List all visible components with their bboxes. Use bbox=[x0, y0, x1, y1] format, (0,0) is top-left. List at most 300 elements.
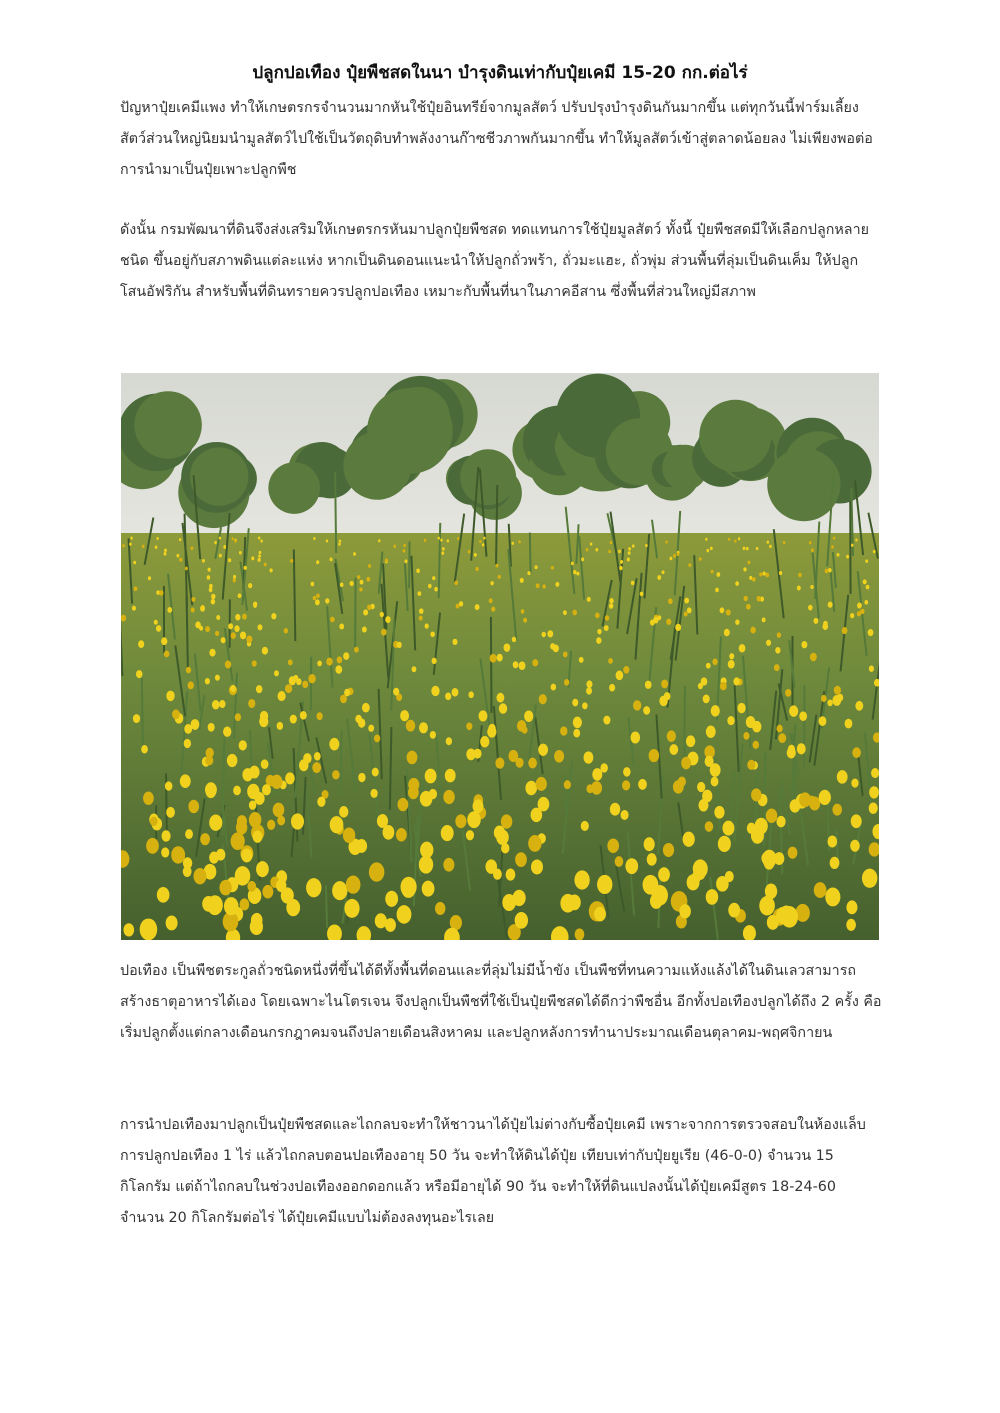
yellow-flower bbox=[176, 554, 179, 558]
yellow-flower bbox=[408, 778, 419, 792]
yellow-flower bbox=[251, 556, 254, 560]
yellow-flower bbox=[446, 737, 452, 745]
yellow-flower bbox=[357, 575, 360, 579]
yellow-flower bbox=[425, 623, 429, 628]
yellow-flower bbox=[765, 573, 769, 578]
yellow-flower bbox=[315, 599, 320, 605]
yellow-flower bbox=[188, 681, 194, 689]
yellow-flower bbox=[701, 677, 708, 685]
yellow-flower bbox=[774, 664, 780, 671]
yellow-flower bbox=[855, 701, 863, 711]
yellow-flower bbox=[766, 809, 778, 823]
yellow-flower bbox=[855, 538, 857, 541]
yellow-flower bbox=[790, 799, 801, 812]
yellow-flower bbox=[253, 830, 263, 842]
yellow-flower bbox=[403, 549, 406, 552]
yellow-flower bbox=[499, 703, 507, 713]
yellow-flower bbox=[607, 838, 619, 853]
yellow-flower bbox=[609, 603, 613, 608]
yellow-flower bbox=[777, 632, 781, 637]
yellow-flower bbox=[447, 539, 450, 542]
yellow-flower bbox=[242, 614, 247, 620]
yellow-flower bbox=[277, 722, 283, 730]
yellow-flower bbox=[397, 905, 412, 924]
yellow-flower bbox=[649, 749, 660, 762]
yellow-flower bbox=[260, 711, 268, 721]
yellow-flower bbox=[326, 658, 333, 666]
yellow-flower bbox=[262, 885, 273, 899]
article-paragraph-2: ดังนั้น กรมพัฒนาที่ดินจึงส่งเสริมให้เกษตรกรหันมาปลูกปุ๋ยพืชสด ทดแทนการใช้ปุ๋ยมูลสัตว์ ทั้งนี้ ปุ๋ยพืชสดมีให้เลือกปลูกหลายชนิด ขึ้นอยู่กับสภาพดินแต่ละแห่ง หากเป็นดินดอนแนะนำให้ปลูกถั่วพร้า, ถั่วมะแฮะ, ถั่วพุ่ม ส่วนพื้นที่ลุ่มเป็นดินเค็ม ให้ปลูกโสนอัฟริกัน สำหรับพื้นที่ดินทรายควรปลูกปอเทือง เหมาะกับพื้นที่นาในภาคอีสาน ซึ่งพื้นที่ส่วนใหญ่มีสภาพ bbox=[120, 222, 869, 300]
yellow-flower bbox=[706, 663, 711, 669]
yellow-flower bbox=[256, 861, 269, 877]
yellow-flower bbox=[600, 763, 608, 772]
yellow-flower bbox=[428, 584, 432, 589]
yellow-flower bbox=[314, 752, 321, 761]
yellow-flower bbox=[434, 587, 438, 592]
yellow-flower bbox=[747, 561, 750, 565]
yellow-flower bbox=[555, 582, 559, 587]
yellow-flower bbox=[658, 867, 670, 882]
yellow-flower bbox=[316, 560, 319, 564]
yellow-flower bbox=[515, 912, 528, 929]
yellow-flower bbox=[496, 564, 499, 568]
yellow-flower bbox=[610, 541, 613, 544]
tree-canopy bbox=[699, 400, 771, 472]
yellow-flower bbox=[185, 567, 188, 571]
yellow-flower bbox=[406, 720, 415, 732]
yellow-flower bbox=[687, 607, 692, 613]
yellow-flower bbox=[716, 876, 729, 892]
yellow-flower bbox=[260, 539, 262, 542]
yellow-flower bbox=[551, 684, 557, 691]
yellow-flower bbox=[340, 583, 344, 587]
yellow-flower bbox=[188, 800, 199, 813]
yellow-flower bbox=[258, 554, 261, 557]
yellow-flower bbox=[381, 629, 387, 636]
yellow-flower bbox=[207, 568, 210, 572]
yellow-flower bbox=[497, 693, 505, 703]
yellow-flower bbox=[532, 659, 538, 666]
yellow-flower bbox=[729, 653, 734, 659]
yellow-flower bbox=[734, 539, 736, 542]
yellow-flower bbox=[285, 772, 295, 784]
yellow-flower bbox=[338, 543, 341, 546]
yellow-flower bbox=[668, 598, 673, 604]
yellow-flower bbox=[360, 580, 364, 585]
yellow-flower bbox=[359, 587, 362, 591]
yellow-flower bbox=[759, 572, 762, 576]
yellow-flower bbox=[623, 767, 631, 776]
yellow-flower bbox=[564, 679, 569, 686]
yellow-flower bbox=[239, 740, 247, 750]
yellow-flower bbox=[527, 571, 530, 575]
yellow-flower bbox=[724, 629, 730, 636]
yellow-flower bbox=[400, 877, 416, 897]
yellow-flower bbox=[330, 617, 335, 623]
yellow-flower bbox=[122, 544, 125, 547]
yellow-flower bbox=[610, 803, 620, 816]
yellow-flower bbox=[136, 670, 143, 678]
yellow-flower bbox=[224, 897, 239, 915]
yellow-flower bbox=[274, 670, 279, 676]
yellow-flower bbox=[789, 705, 798, 716]
yellow-flower bbox=[547, 630, 553, 637]
yellow-flower bbox=[157, 887, 170, 903]
yellow-flower bbox=[720, 607, 725, 613]
yellow-flower bbox=[479, 710, 488, 721]
yellow-flower bbox=[219, 700, 225, 708]
yellow-flower bbox=[753, 741, 759, 749]
yellow-flower bbox=[534, 565, 537, 569]
plant-stem bbox=[326, 885, 327, 927]
yellow-flower bbox=[536, 583, 540, 588]
yellow-flower bbox=[797, 586, 801, 591]
yellow-flower bbox=[473, 799, 484, 813]
yellow-flower bbox=[219, 537, 221, 540]
yellow-flower bbox=[645, 544, 648, 547]
yellow-flower bbox=[752, 577, 756, 581]
yellow-flower bbox=[797, 743, 806, 754]
yellow-flower bbox=[551, 566, 554, 570]
yellow-flower bbox=[857, 602, 862, 608]
yellow-flower bbox=[262, 784, 271, 795]
yellow-flower bbox=[836, 553, 839, 557]
yellow-flower bbox=[146, 838, 159, 854]
yellow-flower bbox=[380, 612, 384, 617]
yellow-flower bbox=[430, 731, 436, 739]
yellow-flower bbox=[313, 537, 315, 540]
yellow-flower bbox=[248, 699, 255, 708]
yellow-flower bbox=[316, 594, 320, 599]
yellow-flower bbox=[205, 755, 213, 765]
yellow-flower bbox=[164, 651, 169, 658]
yellow-flower bbox=[403, 544, 406, 547]
yellow-flower bbox=[239, 551, 242, 554]
yellow-flower bbox=[133, 561, 136, 565]
yellow-flower bbox=[774, 852, 784, 865]
yellow-flower bbox=[317, 797, 325, 807]
yellow-flower bbox=[866, 585, 870, 590]
yellow-flower bbox=[253, 602, 257, 607]
yellow-flower bbox=[862, 869, 877, 888]
yellow-flower bbox=[825, 569, 829, 574]
tree-canopy bbox=[134, 391, 201, 458]
yellow-flower bbox=[688, 563, 691, 567]
yellow-flower bbox=[728, 903, 740, 918]
plant-stem bbox=[684, 686, 685, 759]
yellow-flower bbox=[326, 539, 328, 542]
yellow-flower bbox=[166, 807, 175, 818]
yellow-flower bbox=[185, 829, 193, 839]
yellow-flower bbox=[483, 537, 485, 540]
yellow-flower bbox=[225, 661, 231, 669]
yellow-flower bbox=[363, 609, 368, 615]
yellow-flower bbox=[681, 757, 691, 770]
yellow-flower bbox=[441, 825, 454, 841]
yellow-flower bbox=[809, 541, 812, 544]
yellow-flower bbox=[172, 709, 180, 719]
yellow-flower bbox=[609, 598, 613, 603]
yellow-flower bbox=[581, 557, 584, 561]
yellow-flower bbox=[228, 558, 231, 562]
yellow-flower bbox=[746, 547, 749, 550]
yellow-flower bbox=[474, 553, 477, 557]
yellow-flower bbox=[454, 581, 458, 586]
yellow-flower bbox=[252, 660, 257, 666]
yellow-flower bbox=[312, 762, 321, 773]
yellow-flower bbox=[616, 671, 624, 681]
yellow-flower bbox=[405, 559, 408, 563]
yellow-flower bbox=[288, 659, 293, 665]
yellow-flower bbox=[330, 816, 344, 833]
yellow-flower bbox=[664, 692, 671, 700]
yellow-flower bbox=[419, 722, 428, 733]
yellow-flower bbox=[619, 566, 622, 570]
yellow-flower bbox=[846, 900, 857, 914]
yellow-flower bbox=[538, 744, 548, 756]
yellow-flower bbox=[491, 607, 495, 612]
yellow-flower bbox=[666, 619, 671, 625]
yellow-flower bbox=[237, 815, 247, 828]
yellow-flower bbox=[846, 555, 849, 559]
yellow-flower bbox=[762, 617, 766, 622]
yellow-flower bbox=[316, 712, 322, 720]
yellow-flower bbox=[528, 758, 537, 769]
yellow-flower bbox=[572, 699, 578, 707]
yellow-flower bbox=[164, 552, 167, 556]
yellow-flower bbox=[572, 610, 577, 616]
yellow-flower bbox=[317, 660, 322, 666]
yellow-flower bbox=[378, 539, 380, 542]
yellow-flower bbox=[779, 571, 782, 575]
yellow-flower bbox=[749, 576, 752, 580]
yellow-flower bbox=[466, 722, 472, 730]
yellow-flower bbox=[200, 605, 205, 611]
yellow-flower bbox=[291, 813, 304, 829]
yellow-flower bbox=[554, 750, 564, 763]
yellow-flower bbox=[300, 711, 307, 720]
yellow-flower bbox=[594, 907, 606, 922]
yellow-flower bbox=[130, 537, 132, 540]
yellow-flower bbox=[339, 539, 341, 542]
yellow-flower bbox=[165, 781, 172, 790]
yellow-flower bbox=[276, 879, 286, 892]
yellow-flower bbox=[156, 537, 158, 540]
yellow-flower bbox=[776, 816, 785, 827]
yellow-flower bbox=[412, 666, 417, 672]
yellow-flower bbox=[597, 875, 612, 894]
yellow-flower bbox=[167, 607, 172, 613]
yellow-flower bbox=[620, 560, 623, 564]
yellow-flower bbox=[370, 789, 377, 798]
yellow-flower bbox=[148, 576, 151, 580]
yellow-flower bbox=[603, 716, 610, 725]
yellow-flower bbox=[756, 547, 759, 550]
yellow-flower bbox=[455, 814, 466, 828]
yellow-flower bbox=[711, 777, 719, 787]
yellow-flower bbox=[813, 618, 818, 624]
yellow-flower bbox=[368, 725, 374, 732]
yellow-flower bbox=[560, 726, 567, 735]
yellow-flower bbox=[573, 570, 576, 574]
yellow-flower bbox=[289, 676, 296, 685]
yellow-flower bbox=[868, 629, 874, 636]
yellow-flower bbox=[248, 583, 252, 588]
yellow-flower bbox=[264, 563, 267, 567]
yellow-flower bbox=[240, 632, 246, 640]
yellow-flower bbox=[597, 629, 601, 634]
yellow-flower bbox=[519, 661, 526, 670]
yellow-flower bbox=[164, 549, 167, 553]
yellow-flower bbox=[850, 840, 860, 852]
yellow-flower bbox=[684, 612, 688, 617]
yellow-flower bbox=[372, 768, 379, 777]
yellow-flower bbox=[258, 624, 263, 630]
yellow-flower bbox=[468, 691, 473, 698]
yellow-flower bbox=[362, 626, 367, 632]
yellow-flower bbox=[495, 758, 504, 769]
yellow-flower bbox=[432, 658, 437, 664]
yellow-flower bbox=[869, 786, 879, 798]
yellow-flower bbox=[608, 658, 613, 664]
yellow-flower bbox=[332, 770, 340, 779]
yellow-flower bbox=[595, 548, 598, 552]
yellow-flower bbox=[267, 820, 275, 830]
yellow-flower bbox=[609, 684, 615, 692]
yellow-flower bbox=[810, 653, 817, 662]
yellow-flower bbox=[814, 882, 827, 898]
yellow-flower bbox=[851, 814, 862, 828]
yellow-flower bbox=[640, 592, 644, 597]
yellow-flower bbox=[657, 615, 661, 620]
yellow-flower bbox=[757, 596, 761, 602]
yellow-flower bbox=[739, 644, 746, 652]
yellow-flower bbox=[166, 691, 174, 701]
yellow-flower bbox=[475, 604, 480, 610]
yellow-flower bbox=[308, 674, 315, 683]
yellow-flower bbox=[726, 609, 731, 615]
plant-stem bbox=[491, 617, 492, 713]
yellow-flower bbox=[285, 684, 292, 693]
yellow-flower bbox=[852, 747, 861, 758]
yellow-flower bbox=[209, 649, 215, 657]
yellow-flower bbox=[233, 578, 236, 582]
yellow-flower bbox=[750, 627, 755, 634]
yellow-flower bbox=[259, 551, 262, 554]
yellow-flower bbox=[445, 769, 456, 783]
yellow-flower bbox=[159, 590, 163, 595]
yellow-flower bbox=[746, 604, 751, 610]
yellow-flower bbox=[591, 781, 602, 795]
yellow-flower bbox=[657, 575, 661, 580]
yellow-flower bbox=[193, 868, 206, 884]
yellow-flower bbox=[228, 623, 233, 629]
yellow-flower bbox=[211, 599, 215, 605]
yellow-flower bbox=[205, 678, 210, 684]
yellow-flower bbox=[822, 623, 828, 630]
yellow-flower bbox=[186, 667, 191, 674]
yellow-flower bbox=[776, 725, 782, 733]
yellow-flower bbox=[706, 549, 709, 552]
yellow-flower bbox=[183, 866, 192, 877]
yellow-flower bbox=[542, 584, 545, 588]
yellow-flower bbox=[706, 889, 718, 905]
plant-stem bbox=[341, 730, 342, 794]
yellow-flower bbox=[622, 780, 630, 790]
yellow-flower bbox=[438, 537, 440, 540]
yellow-flower bbox=[123, 923, 134, 936]
yellow-flower bbox=[184, 724, 192, 734]
yellow-flower bbox=[720, 682, 727, 690]
yellow-flower bbox=[595, 613, 600, 619]
yellow-flower bbox=[180, 774, 191, 788]
yellow-flower bbox=[343, 652, 349, 660]
yellow-flower bbox=[845, 719, 853, 729]
yellow-flower bbox=[743, 732, 749, 740]
yellow-flower bbox=[542, 632, 546, 638]
yellow-flower bbox=[385, 891, 398, 907]
yellow-flower bbox=[141, 745, 148, 753]
yellow-flower bbox=[586, 687, 592, 694]
yellow-flower bbox=[873, 550, 876, 554]
yellow-flower bbox=[631, 581, 635, 585]
yellow-flower bbox=[788, 847, 798, 859]
yellow-flower bbox=[214, 541, 217, 544]
tree-canopy bbox=[190, 447, 249, 506]
yellow-flower bbox=[419, 856, 433, 874]
yellow-flower bbox=[512, 542, 515, 545]
yellow-flower bbox=[202, 896, 215, 912]
yellow-flower bbox=[235, 713, 241, 721]
yellow-flower bbox=[738, 537, 740, 540]
yellow-flower bbox=[799, 711, 807, 721]
yellow-flower bbox=[156, 625, 161, 632]
yellow-flower bbox=[778, 733, 786, 743]
yellow-flower bbox=[286, 899, 300, 916]
yellow-flower bbox=[819, 790, 831, 805]
yellow-flower bbox=[393, 545, 396, 548]
yellow-flower bbox=[154, 620, 158, 625]
plant-stem bbox=[496, 485, 497, 564]
yellow-flower bbox=[231, 832, 245, 850]
yellow-flower bbox=[422, 881, 435, 897]
yellow-flower bbox=[244, 566, 247, 570]
yellow-flower bbox=[398, 798, 409, 811]
yellow-flower bbox=[231, 632, 236, 639]
yellow-flower bbox=[134, 586, 138, 591]
yellow-flower bbox=[234, 540, 236, 543]
yellow-flower bbox=[209, 814, 222, 830]
yellow-flower bbox=[716, 572, 720, 577]
yellow-flower bbox=[179, 538, 181, 541]
yellow-flower bbox=[669, 744, 678, 755]
yellow-flower bbox=[467, 811, 480, 828]
yellow-flower bbox=[456, 604, 460, 609]
yellow-flower bbox=[223, 546, 226, 549]
yellow-flower bbox=[249, 801, 256, 810]
yellow-flower bbox=[667, 730, 676, 742]
yellow-flower bbox=[684, 598, 689, 604]
yellow-flower bbox=[628, 547, 631, 551]
yellow-flower bbox=[143, 792, 154, 805]
yellow-flower bbox=[184, 739, 191, 748]
yellow-flower bbox=[133, 714, 140, 723]
yellow-flower bbox=[231, 537, 233, 540]
yellow-flower bbox=[846, 919, 856, 931]
yellow-flower bbox=[663, 843, 674, 857]
yellow-flower bbox=[520, 578, 524, 583]
yellow-flower bbox=[821, 695, 827, 702]
